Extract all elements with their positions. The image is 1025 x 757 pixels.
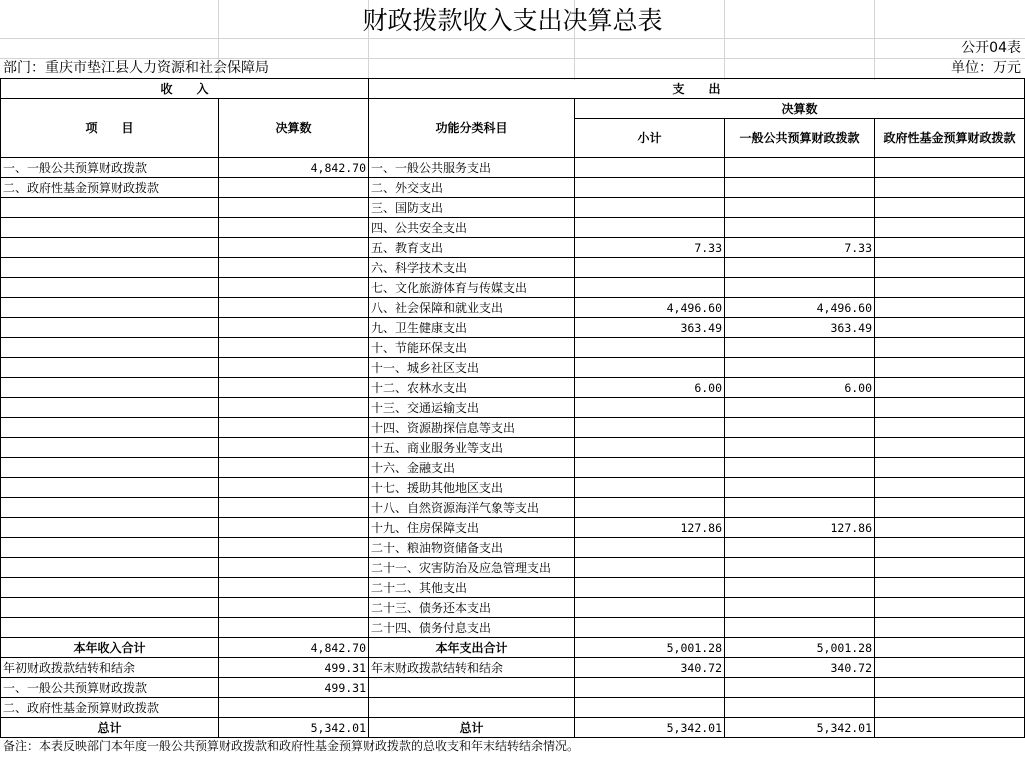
expense-item-cell: 二十、粮油物资储备支出 — [369, 538, 575, 558]
expense-general-cell — [725, 478, 875, 498]
expense-general-cell — [725, 618, 875, 638]
expense-fund-cell — [875, 278, 1025, 298]
expense-item-cell: 六、科学技术支出 — [369, 258, 575, 278]
income-item-cell: 一、一般公共预算财政拨款 — [1, 158, 219, 178]
budget-table — [0, 78, 1025, 738]
income-amount-header: 决算数 — [219, 99, 369, 158]
income-item-cell — [1, 238, 219, 258]
expense-subtotal-cell — [575, 358, 725, 378]
income-amount-cell — [219, 418, 369, 438]
expense-fund-cell — [875, 218, 1025, 238]
income-item-cell — [1, 578, 219, 598]
grand-total-label: 总计 — [1, 718, 219, 738]
expense-general-cell: 7.33 — [725, 238, 875, 258]
income-amount-cell — [219, 278, 369, 298]
table-row — [1, 438, 1025, 458]
table-row — [1, 418, 1025, 438]
expense-fund-cell — [875, 198, 1025, 218]
expense-subtotal-cell — [575, 478, 725, 498]
function-category-header: 功能分类科目 — [369, 99, 575, 158]
income-amount-cell — [219, 498, 369, 518]
expense-subtotal-cell — [575, 278, 725, 298]
income-item-cell — [1, 458, 219, 478]
table-row — [1, 158, 1025, 178]
table-row — [1, 398, 1025, 418]
income-item-cell — [1, 478, 219, 498]
table-row — [1, 278, 1025, 298]
table-row — [1, 558, 1025, 578]
table-row — [1, 458, 1025, 478]
expense-fund-cell — [875, 298, 1025, 318]
income-amount-cell — [219, 258, 369, 278]
begin-balance-value: 499.31 — [219, 658, 369, 678]
begin-general-label: 一、一般公共预算财政拨款 — [1, 678, 219, 698]
expense-general-cell — [725, 158, 875, 178]
empty-cell — [369, 698, 575, 718]
expense-fund-cell — [875, 158, 1025, 178]
table-row — [1, 598, 1025, 618]
expense-item-cell: 十四、资源勘探信息等支出 — [369, 418, 575, 438]
expense-item-cell: 十六、金融支出 — [369, 458, 575, 478]
empty-cell — [575, 678, 725, 698]
final-amount-group-header: 决算数 — [575, 99, 1025, 119]
grand-total-expense-label: 总计 — [369, 718, 575, 738]
expense-general-cell — [725, 178, 875, 198]
expense-item-cell: 五、教育支出 — [369, 238, 575, 258]
table-row — [1, 478, 1025, 498]
income-amount-cell — [219, 378, 369, 398]
expense-subtotal-cell — [575, 598, 725, 618]
table-row — [1, 318, 1025, 338]
income-item-cell — [1, 338, 219, 358]
income-item-cell — [1, 258, 219, 278]
expense-item-cell: 十五、商业服务业等支出 — [369, 438, 575, 458]
expense-item-cell: 七、文化旅游体育与传媒支出 — [369, 278, 575, 298]
expense-fund-cell — [875, 358, 1025, 378]
income-header: 收 入 — [1, 79, 369, 99]
expense-general-cell — [725, 598, 875, 618]
expense-general-cell — [725, 338, 875, 358]
expense-item-cell: 八、社会保障和就业支出 — [369, 298, 575, 318]
expense-item-cell: 二十一、灾害防治及应急管理支出 — [369, 558, 575, 578]
expense-general-cell — [725, 578, 875, 598]
empty-cell — [575, 698, 725, 718]
expense-fund-cell — [875, 618, 1025, 638]
expense-item-cell: 十二、农林水支出 — [369, 378, 575, 398]
expense-subtotal-cell — [575, 458, 725, 478]
table-row — [1, 258, 1025, 278]
table-row — [1, 198, 1025, 218]
expense-fund-cell — [875, 318, 1025, 338]
expense-fund-cell — [875, 238, 1025, 258]
income-amount-cell — [219, 578, 369, 598]
item-header: 项 目 — [1, 99, 219, 158]
expense-general-cell — [725, 418, 875, 438]
expense-header: 支 出 — [369, 79, 1025, 99]
income-item-cell — [1, 558, 219, 578]
expense-item-cell: 一、一般公共服务支出 — [369, 158, 575, 178]
expense-item-cell: 十三、交通运输支出 — [369, 398, 575, 418]
income-amount-cell — [219, 318, 369, 338]
table-row — [1, 298, 1025, 318]
expense-item-cell: 二十二、其他支出 — [369, 578, 575, 598]
begin-general-value: 499.31 — [219, 678, 369, 698]
end-balance-label: 年末财政拨款结转和结余 — [369, 658, 575, 678]
expense-fund-cell — [875, 458, 1025, 478]
expense-item-cell: 十八、自然资源海洋气象等支出 — [369, 498, 575, 518]
expense-subtotal-cell — [575, 258, 725, 278]
income-amount-cell — [219, 558, 369, 578]
expense-subtotal-cell — [575, 158, 725, 178]
expense-subtotal-cell — [575, 398, 725, 418]
expense-fund-cell — [875, 258, 1025, 278]
end-balance-general: 340.72 — [725, 658, 875, 678]
expense-fund-cell — [875, 538, 1025, 558]
income-item-cell — [1, 418, 219, 438]
income-amount-cell — [219, 458, 369, 478]
grand-total-income: 5,342.01 — [219, 718, 369, 738]
expense-item-cell: 四、公共安全支出 — [369, 218, 575, 238]
table-row — [1, 358, 1025, 378]
table-row — [1, 338, 1025, 358]
expense-general-cell — [725, 398, 875, 418]
empty-cell — [725, 678, 875, 698]
expense-item-cell: 二、外交支出 — [369, 178, 575, 198]
expense-total-general: 5,001.28 — [725, 638, 875, 658]
expense-fund-cell — [875, 598, 1025, 618]
expense-item-cell: 十一、城乡社区支出 — [369, 358, 575, 378]
expense-general-cell: 363.49 — [725, 318, 875, 338]
income-item-cell — [1, 598, 219, 618]
income-amount-cell — [219, 618, 369, 638]
expense-fund-cell — [875, 338, 1025, 358]
expense-total-subtotal: 5,001.28 — [575, 638, 725, 658]
empty-cell — [875, 678, 1025, 698]
empty-cell — [369, 678, 575, 698]
expense-general-cell — [725, 358, 875, 378]
grand-total-subtotal: 5,342.01 — [575, 718, 725, 738]
expense-item-cell: 三、国防支出 — [369, 198, 575, 218]
empty-cell — [725, 698, 875, 718]
grand-total-general: 5,342.01 — [725, 718, 875, 738]
income-total-value: 4,842.70 — [219, 638, 369, 658]
department-label: 部门：重庆市垫江县人力资源和社会保障局 — [3, 60, 269, 76]
income-amount-cell — [219, 538, 369, 558]
table-row — [1, 218, 1025, 238]
expense-item-cell: 十七、援助其他地区支出 — [369, 478, 575, 498]
income-item-cell — [1, 378, 219, 398]
report-title: 财政拨款收入支出决算总表 — [362, 6, 663, 35]
general-budget-header: 一般公共预算财政拨款 — [725, 119, 875, 158]
expense-total-fund — [875, 638, 1025, 658]
expense-fund-cell — [875, 438, 1025, 458]
expense-fund-cell — [875, 378, 1025, 398]
income-item-cell — [1, 618, 219, 638]
income-item-cell — [1, 298, 219, 318]
begin-balance-label: 年初财政拨款结转和结余 — [1, 658, 219, 678]
income-item-cell — [1, 358, 219, 378]
table-rows — [1, 158, 1025, 638]
expense-general-cell — [725, 438, 875, 458]
expense-subtotal-cell — [575, 338, 725, 358]
expense-general-cell — [725, 558, 875, 578]
income-amount-cell — [219, 238, 369, 258]
income-amount-cell — [219, 338, 369, 358]
table-row — [1, 178, 1025, 198]
expense-item-cell: 十、节能环保支出 — [369, 338, 575, 358]
expense-subtotal-cell — [575, 438, 725, 458]
expense-fund-cell — [875, 518, 1025, 538]
begin-fund-value — [219, 698, 369, 718]
expense-general-cell — [725, 538, 875, 558]
footnote: 备注：本表反映部门本年度一般公共预算财政拨款和政府性基金预算财政拨款的总收支和年末结转结余情况。 — [3, 739, 580, 753]
expense-subtotal-cell: 363.49 — [575, 318, 725, 338]
income-item-cell — [1, 218, 219, 238]
table-row — [1, 238, 1025, 258]
expense-subtotal-cell — [575, 618, 725, 638]
expense-general-cell — [725, 458, 875, 478]
table-row — [1, 518, 1025, 538]
income-amount-cell — [219, 298, 369, 318]
expense-subtotal-cell: 4,496.60 — [575, 298, 725, 318]
table-row — [1, 378, 1025, 398]
income-item-cell — [1, 498, 219, 518]
expense-subtotal-cell — [575, 578, 725, 598]
income-amount-cell — [219, 398, 369, 418]
income-amount-cell: 4,842.70 — [219, 158, 369, 178]
income-total-label: 本年收入合计 — [1, 638, 219, 658]
income-item-cell — [1, 198, 219, 218]
expense-general-cell — [725, 258, 875, 278]
expense-general-cell — [725, 198, 875, 218]
expense-item-cell: 二十四、债务付息支出 — [369, 618, 575, 638]
expense-subtotal-cell: 127.86 — [575, 518, 725, 538]
expense-general-cell: 4,496.60 — [725, 298, 875, 318]
empty-cell — [875, 698, 1025, 718]
expense-general-cell: 127.86 — [725, 518, 875, 538]
income-amount-cell — [219, 518, 369, 538]
expense-general-cell — [725, 278, 875, 298]
expense-subtotal-cell — [575, 198, 725, 218]
income-amount-cell — [219, 218, 369, 238]
expense-subtotal-cell — [575, 418, 725, 438]
income-amount-cell — [219, 358, 369, 378]
expense-general-cell — [725, 218, 875, 238]
expense-subtotal-cell — [575, 558, 725, 578]
expense-subtotal-cell: 7.33 — [575, 238, 725, 258]
begin-fund-label: 二、政府性基金预算财政拨款 — [1, 698, 219, 718]
income-item-cell — [1, 518, 219, 538]
grand-total-fund — [875, 718, 1025, 738]
expense-fund-cell — [875, 398, 1025, 418]
income-item-cell — [1, 538, 219, 558]
income-amount-cell — [219, 198, 369, 218]
expense-subtotal-cell — [575, 218, 725, 238]
income-item-cell — [1, 278, 219, 298]
income-amount-cell — [219, 178, 369, 198]
form-number: 公开04表 — [961, 40, 1021, 56]
table-row — [1, 538, 1025, 558]
expense-fund-cell — [875, 558, 1025, 578]
income-amount-cell — [219, 438, 369, 458]
expense-subtotal-cell — [575, 498, 725, 518]
table-row — [1, 618, 1025, 638]
expense-subtotal-cell: 6.00 — [575, 378, 725, 398]
income-item-cell — [1, 318, 219, 338]
expense-general-cell — [725, 498, 875, 518]
expense-general-cell: 6.00 — [725, 378, 875, 398]
table-row — [1, 498, 1025, 518]
expense-item-cell: 二十三、债务还本支出 — [369, 598, 575, 618]
expense-fund-cell — [875, 178, 1025, 198]
table-row — [1, 578, 1025, 598]
unit-label: 单位：万元 — [951, 60, 1021, 76]
expense-fund-cell — [875, 478, 1025, 498]
income-amount-cell — [219, 598, 369, 618]
income-item-cell — [1, 398, 219, 418]
subtotal-header: 小计 — [575, 119, 725, 158]
expense-item-cell: 九、卫生健康支出 — [369, 318, 575, 338]
income-amount-cell — [219, 478, 369, 498]
expense-subtotal-cell — [575, 178, 725, 198]
income-item-cell — [1, 438, 219, 458]
expense-subtotal-cell — [575, 538, 725, 558]
expense-fund-cell — [875, 498, 1025, 518]
expense-fund-cell — [875, 578, 1025, 598]
gov-fund-budget-header: 政府性基金预算财政拨款 — [875, 119, 1025, 158]
end-balance-fund — [875, 658, 1025, 678]
expense-fund-cell — [875, 418, 1025, 438]
expense-item-cell: 十九、住房保障支出 — [369, 518, 575, 538]
end-balance-subtotal: 340.72 — [575, 658, 725, 678]
expense-total-label: 本年支出合计 — [369, 638, 575, 658]
income-item-cell: 二、政府性基金预算财政拨款 — [1, 178, 219, 198]
